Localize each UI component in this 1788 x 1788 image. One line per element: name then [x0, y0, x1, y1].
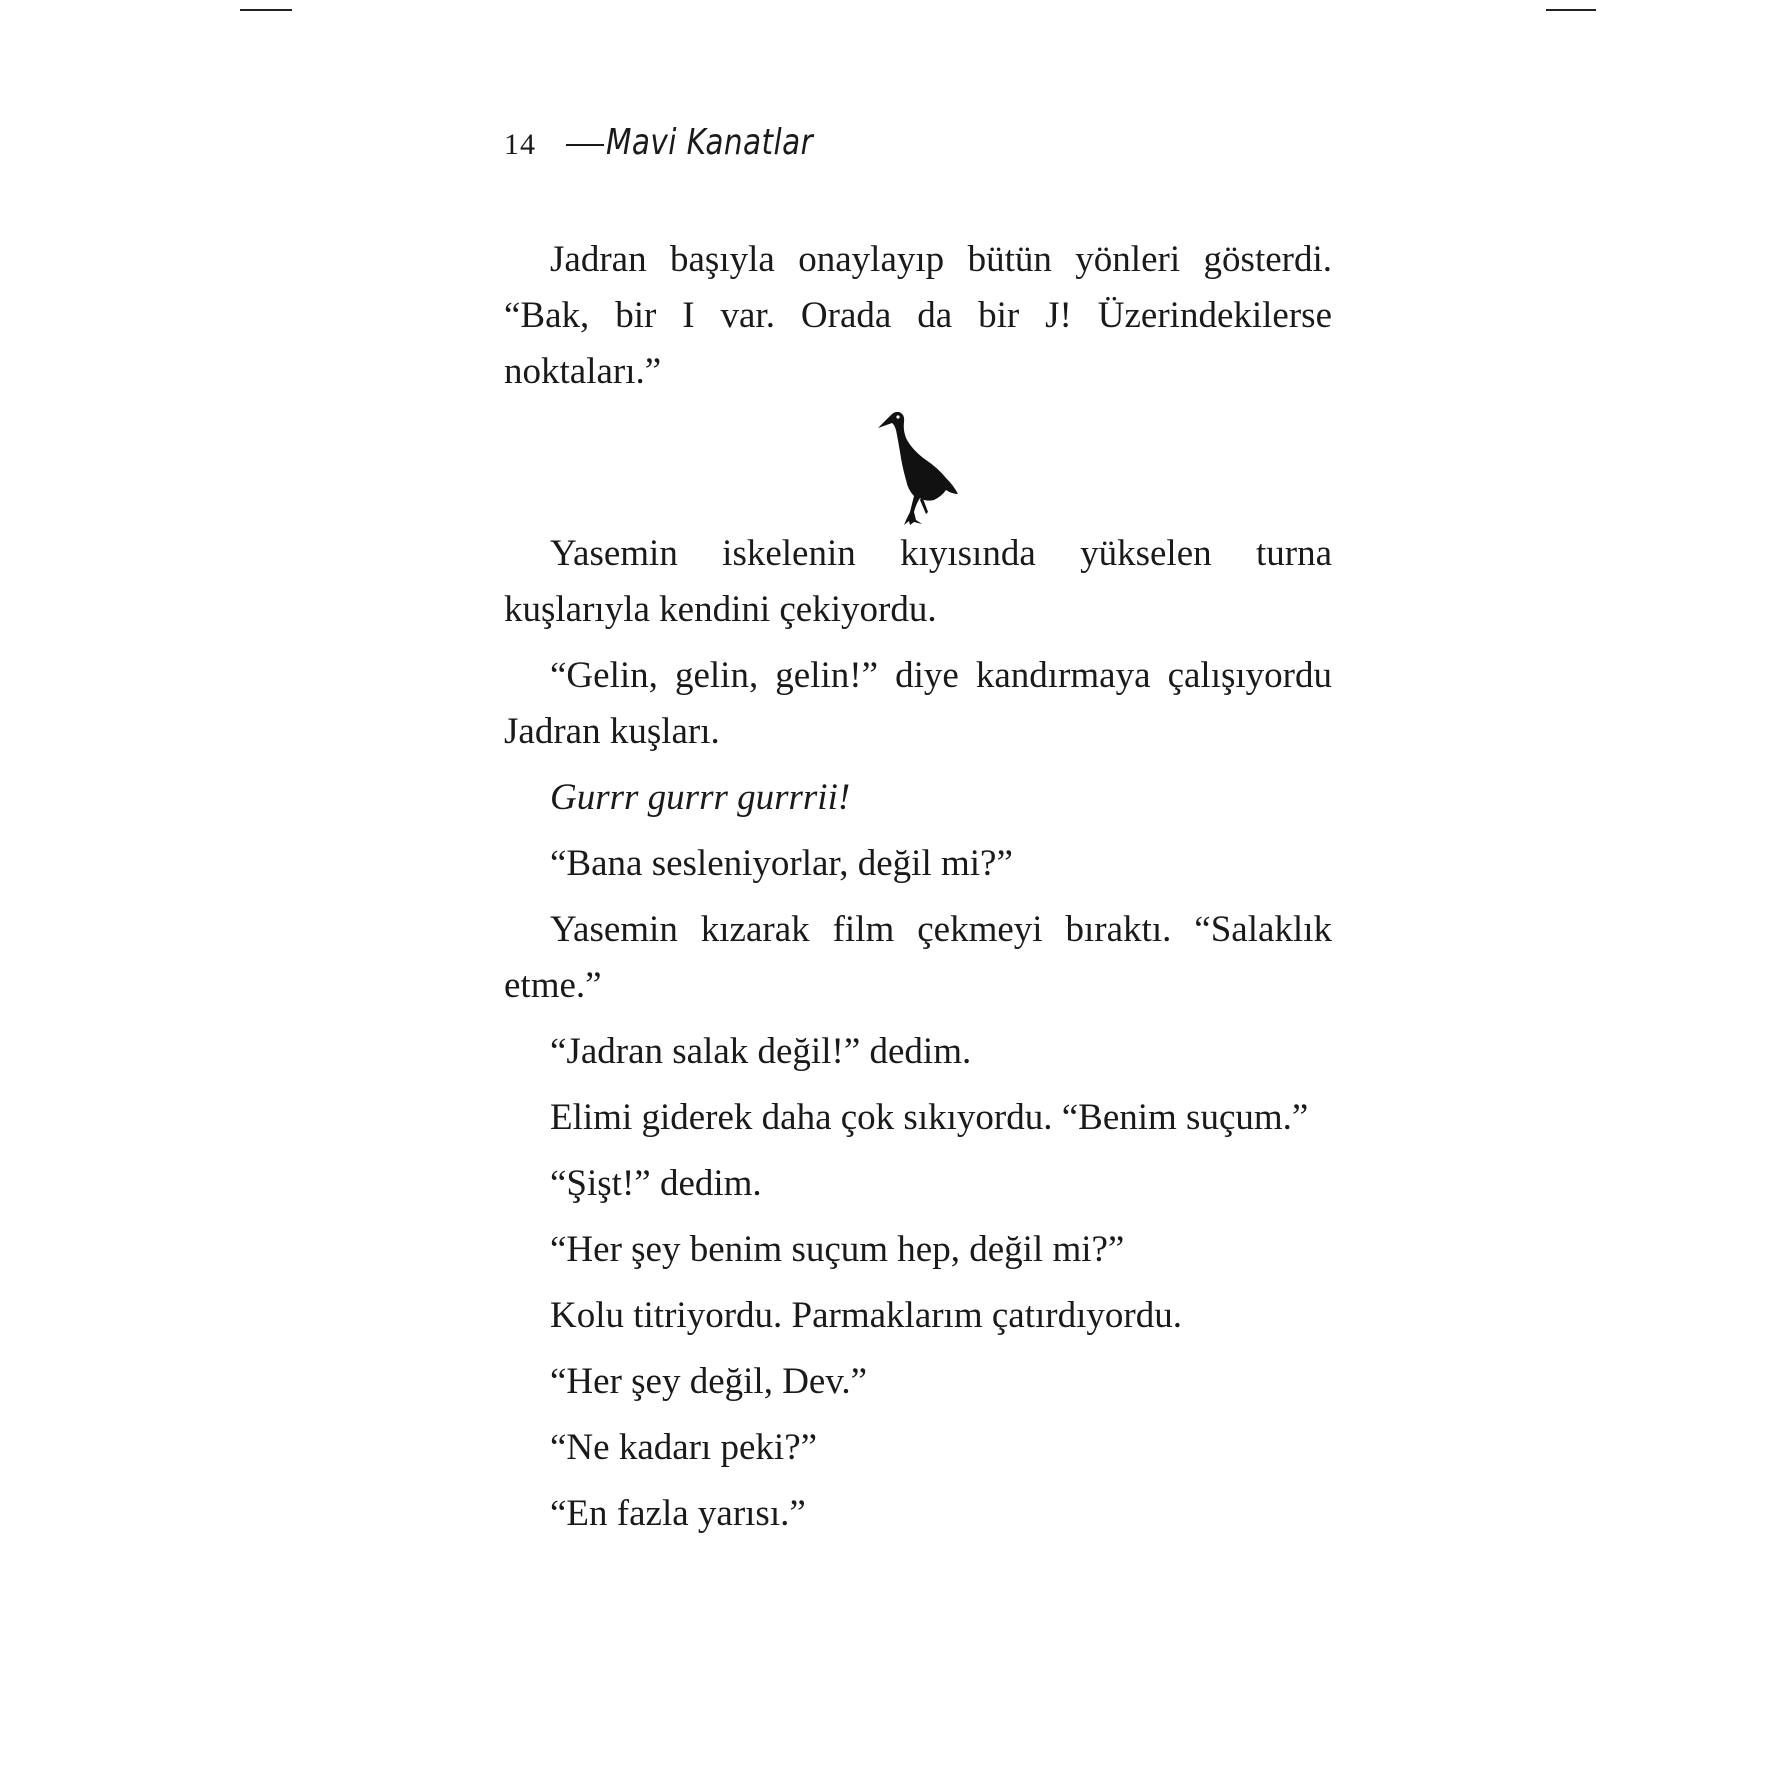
paragraph: Jadran başıyla onaylayıp bütün yönleri gösterdi. “Bak, bir I var. Orada da bir J! Üzerindekilerse noktaları.”	[504, 239, 1332, 392]
paragraph: “Gelin, gelin, gelin!” diye kandırmaya çalışıyordu Jadran kuşları.	[504, 655, 1332, 752]
title-dash	[566, 144, 604, 146]
crop-mark-left	[240, 9, 292, 11]
running-head	[504, 122, 859, 163]
paragraph: “Her şey benim suçum hep, değil mi?”	[550, 1229, 1125, 1270]
crop-mark-right	[1546, 9, 1596, 11]
paragraph: “Şişt!” dedim.	[550, 1163, 762, 1204]
paragraph: “Jadran salak değil!” dedim.	[550, 1031, 972, 1072]
paragraph: “Her şey değil, Dev.”	[550, 1361, 868, 1402]
paragraph: Kolu titriyordu. Parmaklarım çatırdıyordu.	[550, 1295, 1182, 1336]
paragraph: “Ne kadarı peki?”	[550, 1427, 818, 1468]
section-one	[504, 232, 1332, 400]
stork-icon	[876, 408, 960, 526]
section-two	[504, 526, 1332, 1542]
paragraph: “En fazla yarısı.”	[550, 1493, 806, 1534]
paragraph: Yasemin kızarak film çekmeyi bıraktı. “Salaklık etme.”	[504, 909, 1332, 1006]
page-number: 14	[504, 128, 536, 161]
paragraph: “Bana sesleniyorlar, değil mi?”	[550, 843, 1013, 884]
paragraph: Elimi giderek daha çok sıkıyordu. “Benim suçum.”	[550, 1097, 1309, 1138]
book-title: Mavi Kanatlar	[606, 122, 814, 163]
paragraph-onomatopoeia: Gurrr gurrr gurrrii!	[550, 777, 851, 818]
paragraph: Yasemin iskelenin kıyısında yükselen turna kuşlarıyla kendini çekiyordu.	[504, 533, 1332, 630]
